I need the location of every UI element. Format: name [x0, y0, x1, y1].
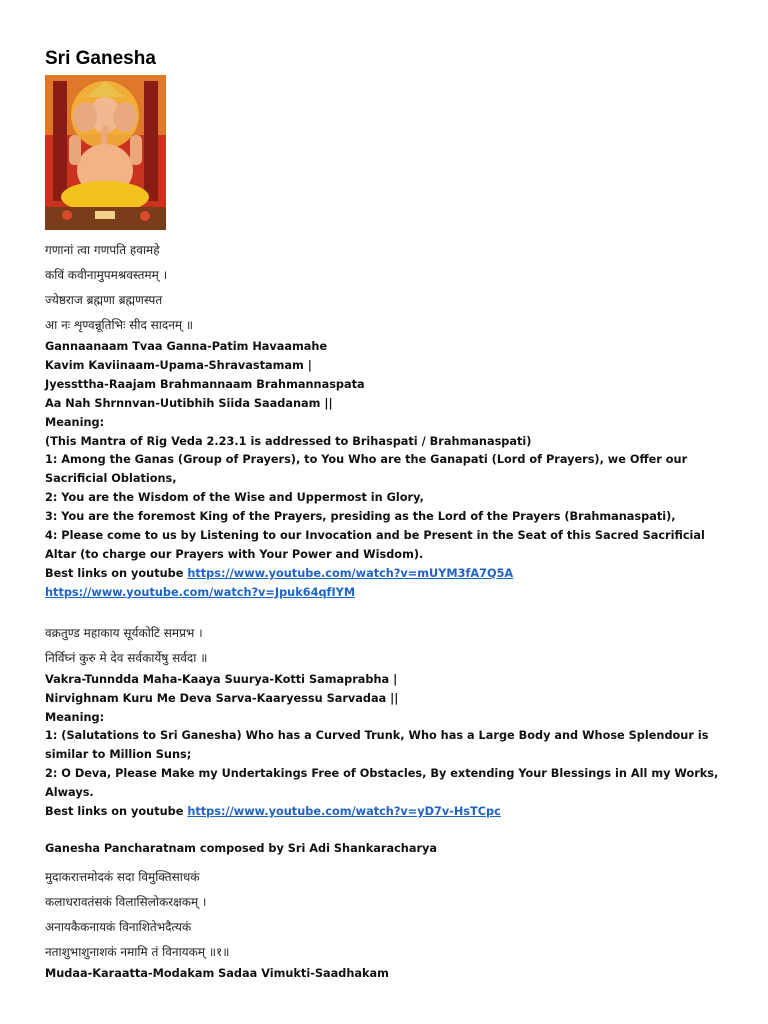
- sanskrit-line: अनायकैकनायकं विनाशितेभदैत्यकं: [45, 919, 192, 934]
- transliteration-line: Jyessttha-Raajam Brahmannaam Brahmannaspata: [45, 377, 365, 391]
- youtube-links: [45, 565, 735, 584]
- spacer: [45, 822, 735, 840]
- transliteration-line: Mudaa-Karaatta-Modakam Sadaa Vimukti-Saadhakam: [45, 966, 389, 980]
- spacer: [45, 603, 735, 621]
- meaning-line: 2: O Deva, Please Make my Undertakings Free of Obstacles, By extending Your Blessings in All my Works, Always.: [45, 767, 719, 800]
- section-heading: Ganesha Pancharatnam composed by Sri Adi Shankaracharya: [45, 841, 437, 855]
- meaning-line: 2: You are the Wisdom of the Wise and Uppermost in Glory,: [45, 491, 424, 505]
- meaning-line: 1: (Salutations to Sri Ganesha) Who has a Curved Trunk, Who has a Large Body and Whose Splendour is similar to Million Suns;: [45, 729, 709, 762]
- meaning-label: Meaning:: [45, 710, 105, 724]
- page-title: Sri Ganesha: [45, 48, 156, 69]
- transliteration-line: Kavim Kaviinaam-Upama-Shravastamam |: [45, 358, 312, 372]
- sanskrit-line: नताशुभाशुनाशकं नमामि तं विनायकम् ॥१॥: [45, 944, 230, 959]
- sanskrit-line: आ नः शृण्वन्नूतिभिः सीद सादनम् ॥: [45, 318, 194, 332]
- ganesha-image: [45, 75, 166, 230]
- transliteration-line: Nirvighnam Kuru Me Deva Sarva-Kaaryessu Sarvadaa ||: [45, 691, 399, 705]
- links-label: Best links on youtube: [45, 566, 188, 580]
- transliteration-line: Gannaanaam Tvaa Ganna-Patim Havaamahe: [45, 340, 328, 353]
- youtube-link[interactable]: https://www.youtube.com/watch?v=yD7v-HsTCpc: [187, 805, 501, 819]
- document-page: [45, 47, 735, 984]
- sanskrit-line: वक्रतुण्ड महाकाय सूर्यकोटि समप्रभ ।: [45, 625, 203, 640]
- meaning-line: (This Mantra of Rig Veda 2.23.1 is addressed to Brihaspati / Brahmanaspati): [45, 434, 532, 448]
- youtube-link-row: [45, 584, 735, 603]
- sanskrit-line: ज्येष्ठराज ब्रह्मणा ब्रह्मणस्पत: [45, 293, 163, 307]
- meaning-line: 4: Please come to us by Listening to our Invocation and be Present in the Seat of this Sacred Sacrificial Altar (to charge our Prayers with Your Power and Wisdom).: [45, 529, 705, 561]
- sanskrit-line: मुदाकरात्तमोदकं सदा विमुक्तिसाधकं: [45, 869, 200, 884]
- links-label: Best links on youtube: [45, 805, 188, 819]
- sanskrit-line: निर्विघ्नं कुरु मे देव सर्वकार्येषु सर्वदा ॥: [45, 650, 208, 665]
- transliteration-line: Vakra-Tunndda Maha-Kaaya Suurya-Kotti Samaprabha |: [45, 672, 398, 686]
- youtube-link[interactable]: https://www.youtube.com/watch?v=mUYM3fA7Q5A: [187, 566, 514, 580]
- youtube-link[interactable]: https://www.youtube.com/watch?v=Jpuk64qfIYM: [45, 585, 356, 599]
- meaning-line: 1: Among the Ganas (Group of Prayers), to You Who are the Ganapati (Lord of Prayers), we Offer our Sacrificial Oblations,: [45, 453, 688, 486]
- meaning-label: Meaning:: [45, 415, 105, 429]
- meaning-line: 3: You are the foremost King of the Prayers, presiding as the Lord of the Prayers (Brahmanaspati),: [45, 510, 676, 524]
- transliteration-line: Aa Nah Shrnnvan-Uutibhih Siida Saadanam ||: [45, 396, 333, 410]
- youtube-links: [45, 803, 735, 822]
- sanskrit-line: कलाधरावतंसकं विलासिलोकरक्षकम् ।: [45, 894, 207, 909]
- sanskrit-line: गणानां त्वा गणपति हवामहे: [45, 243, 160, 257]
- sanskrit-line: कविं कवीनामुपमश्रवस्तमम् ।: [45, 268, 168, 282]
